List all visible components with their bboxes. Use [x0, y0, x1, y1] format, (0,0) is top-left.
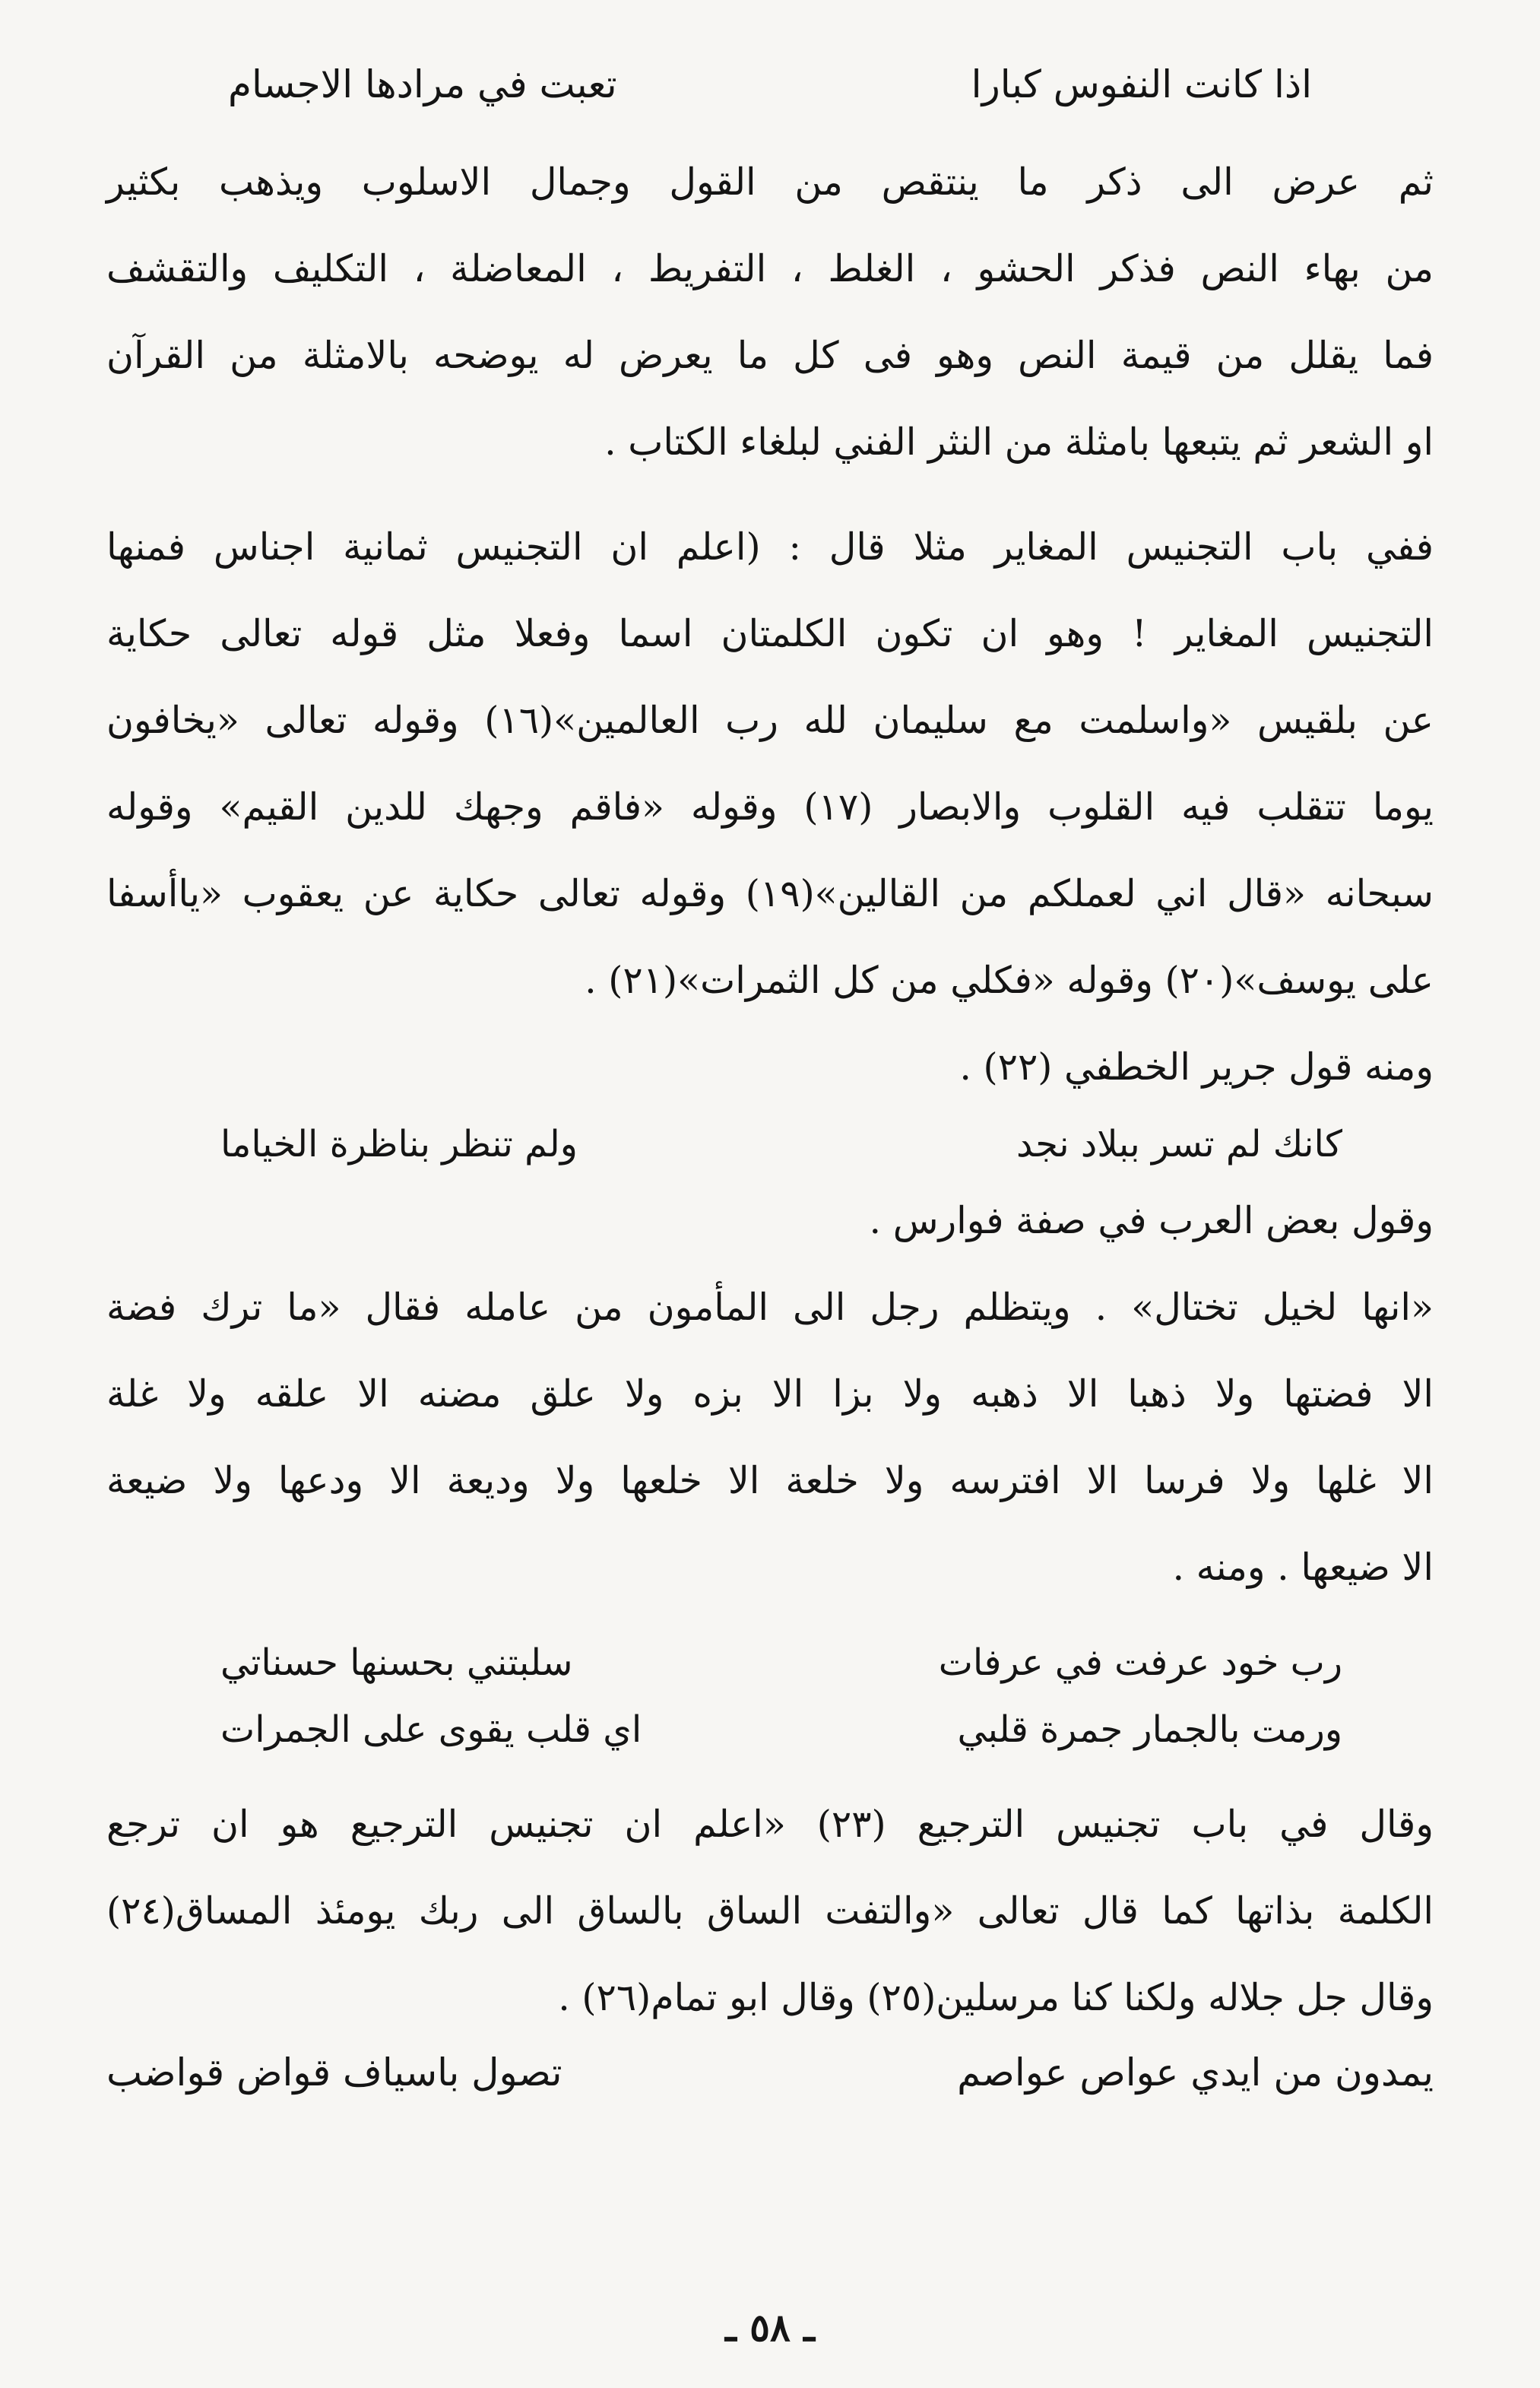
text-line: التجنيس المغاير ! وهو ان تكون الكلمتان اسما وفعلا مثل قوله تعالى حكاية	[106, 611, 1434, 655]
text-line: فما يقلل من قيمة النص وهو فى كل ما يعرض له يوضحه بالامثلة من القرآن	[106, 333, 1434, 377]
verse-line	[106, 1696, 1342, 1763]
text-line: على يوسف»(٢٠) وقوله «فكلي من كل الثمرات»(٢١) .	[585, 958, 1434, 1002]
verse-block	[106, 1629, 1342, 1763]
verse-hemistich-right: رب خود عرفت في عرفات	[938, 1641, 1342, 1684]
text-line: من بهاء النص فذكر الحشو ، الغلط ، التفريط ، المعاضلة ، التكليف والتقشف	[106, 246, 1434, 290]
verse-hemistich-left: سلبتني بحسنها حسناتي	[220, 1641, 573, 1684]
paragraph	[106, 1781, 1434, 2041]
verse-hemistich-left: اي قلب يقوى على الجمرات	[220, 1708, 642, 1751]
page-number: ـ ٥٨ ـ	[725, 2305, 815, 2350]
text-line: وقال في باب تجنيس الترجيع (٢٣) «اعلم ان تجنيس الترجيع هو ان ترجع	[106, 1802, 1434, 1846]
verse-hemistich-left: تصول باسياف قواض قواضب	[106, 2050, 562, 2095]
text-line: ففي باب التجنيس المغاير مثلا قال : (اعلم ان التجنيس ثمانية اجناس فمنها	[106, 525, 1434, 569]
verse-hemistich-right: ورمت بالجمار جمرة قلبي	[957, 1708, 1342, 1751]
text-line: الكلمة بذاتها كما قال تعالى «والتفت الساق بالساق الى ربك يومئذ المساق(٢٤)	[106, 1889, 1434, 1933]
verse-line	[106, 2049, 1434, 2097]
verse-hemistich-right: كانك لم تسر ببلاد نجد	[1016, 1122, 1342, 1165]
text-line: يوما تتقلب فيه القلوب والابصار (١٧) وقوله «فاقم وجهك للدين القيم» وقوله	[106, 785, 1434, 829]
text-line: الا غلها ولا فرسا الا افترسه ولا خلعة الا خلعها ولا وديعة الا ودعها ولا ضيعة	[106, 1458, 1434, 1502]
text-line: ثم عرض الى ذكر ما ينتقص من القول وجمال الاسلوب ويذهب بكثير	[106, 160, 1434, 204]
paragraph	[106, 504, 1434, 1024]
intro-line: وقول بعض العرب في صفة فوارس .	[869, 1198, 1434, 1242]
verse-hemistich-right: يمدون من ايدي عواص عواصم	[957, 2050, 1434, 2095]
text-line: الا ضيعها . ومنه .	[1172, 1545, 1434, 1589]
text-line: الا فضتها ولا ذهبا الا ذهبه ولا بزا الا بزه ولا علق مضنه الا علقه ولا غلة	[106, 1372, 1434, 1416]
paragraph	[106, 1264, 1434, 1611]
text-line: او الشعر ثم يتبعها بامثلة من النثر الفني لبلغاء الكتاب .	[604, 420, 1434, 464]
verse-line	[106, 61, 1434, 109]
text-line: «انها لخيل تختال» . ويتظلم رجل الى المأمون من عامله فقال «ما ترك فضة	[106, 1285, 1434, 1329]
verse-hemistich-right: اذا كانت النفوس كبارا	[971, 62, 1312, 106]
verse-line	[106, 1111, 1342, 1178]
intro-line: ومنه قول جرير الخطفي (٢٢) .	[959, 1045, 1434, 1089]
text-line: سبحانه «قال اني لعملكم من القالين»(١٩) وقوله تعالى حكاية عن يعقوب «ياأسفا	[106, 871, 1434, 915]
text-line: وقال جل جلاله ولكنا كنا مرسلين(٢٥) وقال ابو تمام(٢٦) .	[558, 1975, 1434, 2019]
paragraph	[106, 139, 1434, 486]
verse-hemistich-left: ولم تنظر بناظرة الخياما	[220, 1122, 578, 1165]
text-line: عن بلقيس «واسلمت مع سليمان لله رب العالمين»(١٦) وقوله تعالى «يخافون	[106, 698, 1434, 742]
verse-hemistich-left: تعبت في مرادها الاجسام	[228, 62, 617, 106]
verse-block	[106, 1111, 1342, 1178]
verse-line	[106, 1629, 1342, 1696]
